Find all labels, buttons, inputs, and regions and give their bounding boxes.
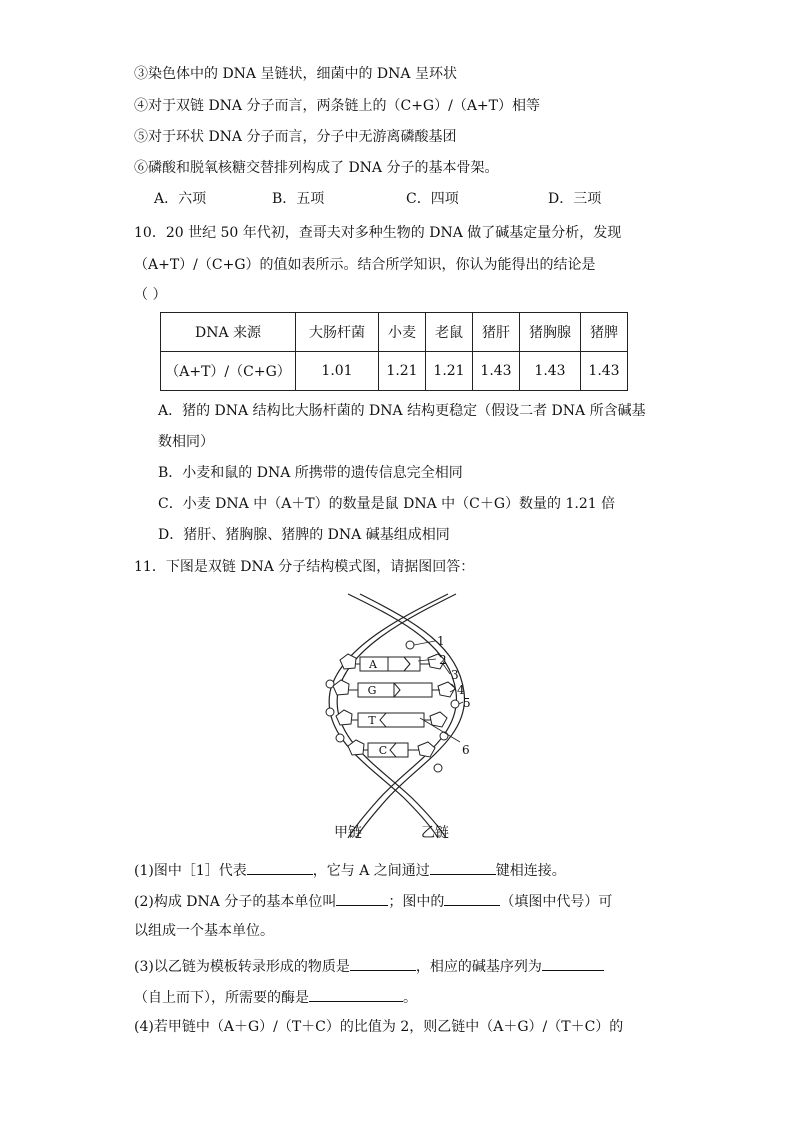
q10-stem-2: （A+T）/（C+G）的值如表所示。结合所学知识，你认为能得出的结论是 <box>134 257 596 273</box>
q10-stem-1: 10．20 世纪 50 年代初，查哥夫对多种生物的 DNA 做了碱基定量分析，发现 <box>134 225 622 241</box>
base-pair-blocks <box>358 657 432 757</box>
table-cell: 1.21 <box>379 352 426 391</box>
table-cell: 1.43 <box>473 352 520 391</box>
table-cell: 1.43 <box>581 352 628 391</box>
q9-item-4: ④对于双链 DNA 分子而言，两条链上的（C+G）/（A+T）相等 <box>134 98 541 114</box>
marker-5: 5 <box>463 696 471 710</box>
q9-item-5: ⑤对于环状 DNA 分子而言，分子中无游离磷酸基团 <box>134 129 457 145</box>
q11-sub3 <box>134 955 604 977</box>
base-label-g: G <box>367 684 377 697</box>
marker-3: 3 <box>451 668 459 682</box>
table-header-cell: 老鼠 <box>426 313 473 352</box>
marker-1: 1 <box>437 634 445 648</box>
q11-sub2-text-a: (2)构成 DNA 分子的基本单位叫 <box>134 894 337 910</box>
answer-blank[interactable] <box>444 890 500 906</box>
q11-sub2-cont: 以组成一个基本单位。 <box>134 923 274 939</box>
q9-options <box>154 189 614 209</box>
q11-sub2-text-c: （填图中代号）可 <box>500 894 613 910</box>
q9-item-6: ⑥磷酸和脱氧核糖交替排列构成了 DNA 分子的基本骨架。 <box>134 160 499 176</box>
table-header-cell: DNA 来源 <box>161 313 296 352</box>
marker-2: 2 <box>439 653 447 667</box>
base-label-a: A <box>369 658 377 671</box>
q9-option-b: B．五项 <box>272 191 325 207</box>
q9-option-a: A．六项 <box>154 191 207 207</box>
q11-sub3-cont <box>134 986 417 1008</box>
answer-blank[interactable] <box>430 859 496 875</box>
table-cell: （A+T）/（C+G） <box>161 352 296 391</box>
base-label-t: T <box>368 714 376 727</box>
q11-sub1 <box>134 859 566 881</box>
q11-sub1-text-a: (1)图中［1］代表 <box>134 863 247 879</box>
q10-option-a: A．猪的 DNA 结构比大肠杆菌的 DNA 结构更稳定（假设二者 DNA 所含碱基 <box>158 403 646 419</box>
table-cell: 1.01 <box>296 352 379 391</box>
table-header-cell: 小麦 <box>379 313 426 352</box>
q11-sub3-text-b: ，相应的碱基序列为 <box>415 959 542 975</box>
answer-blank[interactable] <box>309 986 403 1002</box>
q10-option-b: B．小麦和鼠的 DNA 所携带的遗传信息完全相同 <box>158 465 463 481</box>
table-header-cell: 猪脾 <box>581 313 628 352</box>
dna-structure-diagram <box>300 588 500 844</box>
q11-sub3-text-a: (3)以乙链为模板转录形成的物质是 <box>134 959 350 975</box>
q11-sub1-text-b: ，它与 A 之间通过 <box>312 863 430 879</box>
marker-6: 6 <box>462 743 470 757</box>
answer-blank[interactable] <box>350 955 416 971</box>
q10-option-a-cont: 数相同） <box>158 434 214 450</box>
chain-label-jia: 甲链 <box>334 825 362 841</box>
q11-sub1-text-c: 键相连接。 <box>495 863 566 879</box>
q11-sub2-text-b: ；图中的 <box>388 894 445 910</box>
table-header-row <box>161 313 628 352</box>
table-header-cell: 猪肝 <box>473 313 520 352</box>
base-label-c: C <box>378 744 388 757</box>
q10-answer-bracket: （ ） <box>134 287 167 303</box>
table-cell: 1.21 <box>426 352 473 391</box>
table-cell: 1.43 <box>520 352 581 391</box>
chain-label-yi: 乙链 <box>421 825 449 841</box>
q9-option-d: D．三项 <box>548 191 602 207</box>
sugar-base-bonds <box>349 664 440 750</box>
marker-4: 4 <box>457 683 465 697</box>
answer-blank[interactable] <box>336 890 388 906</box>
q9-option-c: C．四项 <box>406 191 459 207</box>
q10-option-c: C．小麦 DNA 中（A＋T）的数量是鼠 DNA 中（C＋G）数量的 1.21 倍 <box>158 496 616 512</box>
dna-ratio-table <box>160 312 628 391</box>
q9-item-3: ③染色体中的 DNA 呈链状，细菌中的 DNA 呈环状 <box>134 66 457 82</box>
table-row <box>161 352 628 391</box>
q11-sub2 <box>134 890 612 912</box>
table-header-cell: 大肠杆菌 <box>296 313 379 352</box>
q10-option-d: D．猪肝、猪胸腺、猪脾的 DNA 碱基组成相同 <box>158 527 450 543</box>
q11-sub3-text-d: 。 <box>403 990 417 1006</box>
q11-stem: 11．下图是双链 DNA 分子结构模式图，请据图回答： <box>134 559 475 575</box>
table-header-cell: 猪胸腺 <box>520 313 581 352</box>
q11-sub3-text-c: （自上而下），所需要的酶是 <box>134 990 309 1006</box>
base-letters <box>368 658 388 757</box>
q11-sub4: (4)若甲链中（A＋G）/（T＋C）的比值为 2，则乙链中（A＋G）/（T＋C）的 <box>134 1019 624 1035</box>
answer-blank[interactable] <box>542 955 604 971</box>
answer-blank[interactable] <box>247 859 313 875</box>
